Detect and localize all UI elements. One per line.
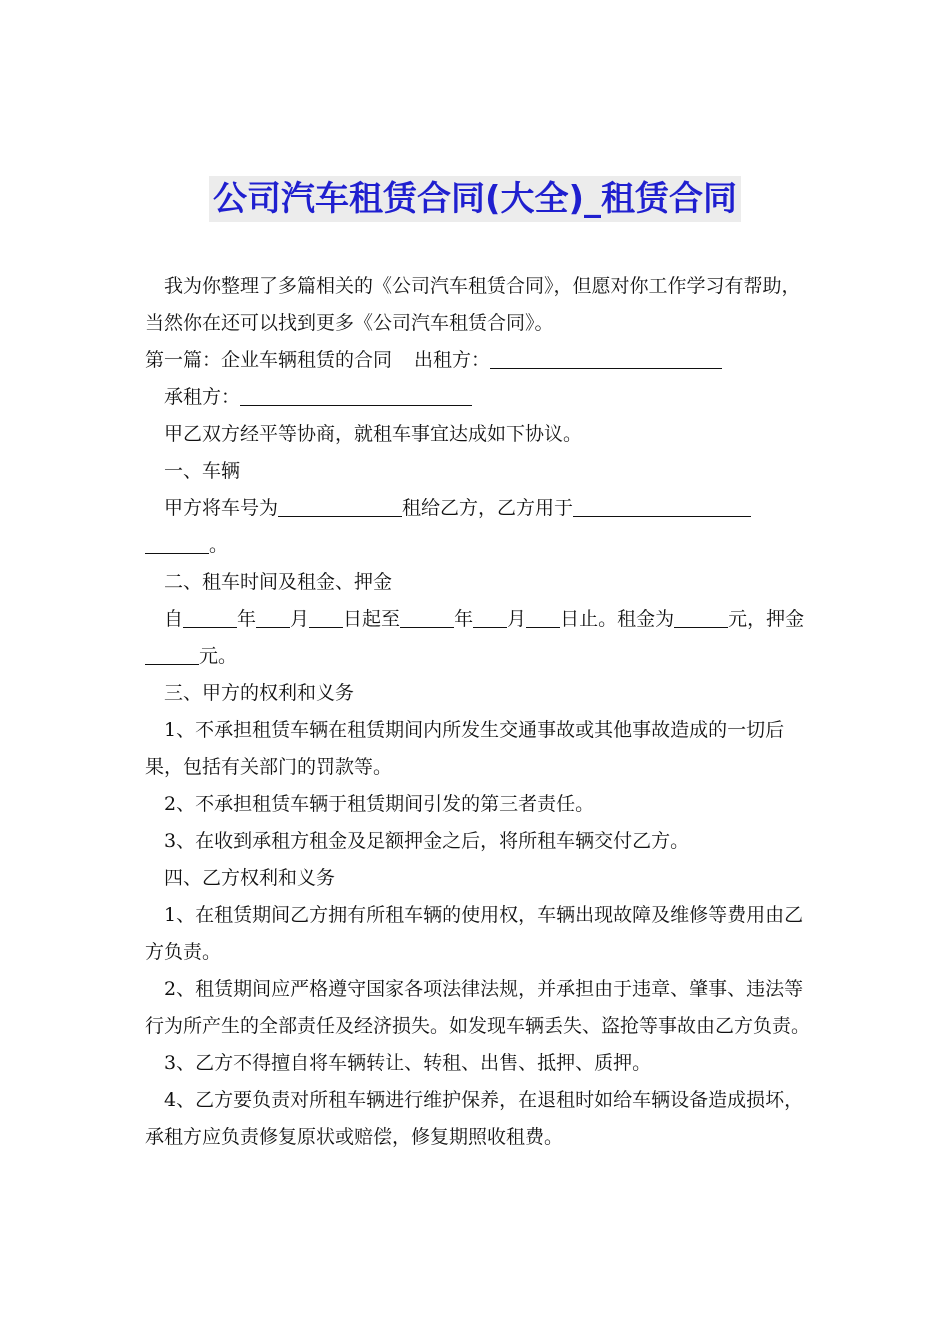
agreement-paragraph: 甲乙双方经平等协商，就租车事宜达成如下协议。 (164, 423, 583, 445)
chapter-title: 第一篇：企业车辆租赁的合同 (145, 349, 393, 371)
lessee-blank (240, 385, 472, 406)
end-month-blank (473, 607, 507, 628)
section-4-item-2: 2、租赁期间应严格遵守国家各项法律法规，并承担由于违章、肇事、违法等行为所产生的全部责任及经济损失。如发现车辆丢失、盗抢等事故由乙方负责。 (145, 978, 811, 1037)
start-day-blank (309, 607, 343, 628)
section-4-heading: 四、乙方权利和义务 (164, 867, 336, 889)
chapter-line (145, 342, 810, 379)
lessor-label: 出租方： (414, 349, 491, 371)
section-2-heading: 二、租车时间及租金、押金 (164, 571, 393, 593)
section-1-heading: 一、车辆 (164, 460, 241, 482)
title-wrap (0, 176, 950, 222)
start-month-blank (256, 607, 290, 628)
lessor-blank (490, 348, 722, 369)
document-title: 公司汽车租赁合同(大全)_租赁合同 (209, 176, 741, 222)
section-4-item-4: 4、乙方要负责对所租车辆进行维护保养，在退租时如给车辆设备造成损坏，承租方应负责修复原状或赔偿，修复期照收租费。 (145, 1089, 804, 1148)
car-purpose-blank-continued (145, 533, 209, 554)
document-body (145, 268, 810, 1156)
end-year-blank (400, 607, 454, 628)
section-3-heading: 三、甲方的权利和义务 (164, 682, 355, 704)
lessee-line (145, 379, 810, 416)
section-2-paragraph: 自 年 月 日起至 年 月 日止。租金为 元，押金元。 (145, 601, 810, 675)
lessee-label: 承租方： (164, 386, 241, 408)
rent-blank (674, 607, 728, 628)
end-day-blank (526, 607, 560, 628)
start-year-blank (183, 607, 237, 628)
section-4-item-3: 3、乙方不得擅自将车辆转让、转租、出售、抵押、质押。 (164, 1052, 652, 1074)
intro-paragraph: 我为你整理了多篇相关的《公司汽车租赁合同》，但愿对你工作学习有帮助，当然你在还可以找到更多《公司汽车租赁合同》。 (145, 275, 801, 334)
section-1-paragraph: 甲方将车号为 租给乙方，乙方用于。 (145, 490, 810, 564)
car-number-blank (278, 496, 402, 517)
car-purpose-blank (573, 496, 751, 517)
section-3-item-1: 1、不承担租赁车辆在租赁期间内所发生交通事故或其他事故造成的一切后果，包括有关部门的罚款等。 (145, 719, 785, 778)
section-4-item-1: 1、在租赁期间乙方拥有所租车辆的使用权，车辆出现故障及维修等费用由乙方负责。 (145, 904, 804, 963)
deposit-blank (145, 644, 199, 665)
section-3-item-3: 3、在收到承租方租金及足额押金之后，将所租车辆交付乙方。 (164, 830, 690, 852)
section-3-item-2: 2、不承担租赁车辆于租赁期间引发的第三者责任。 (164, 793, 595, 815)
